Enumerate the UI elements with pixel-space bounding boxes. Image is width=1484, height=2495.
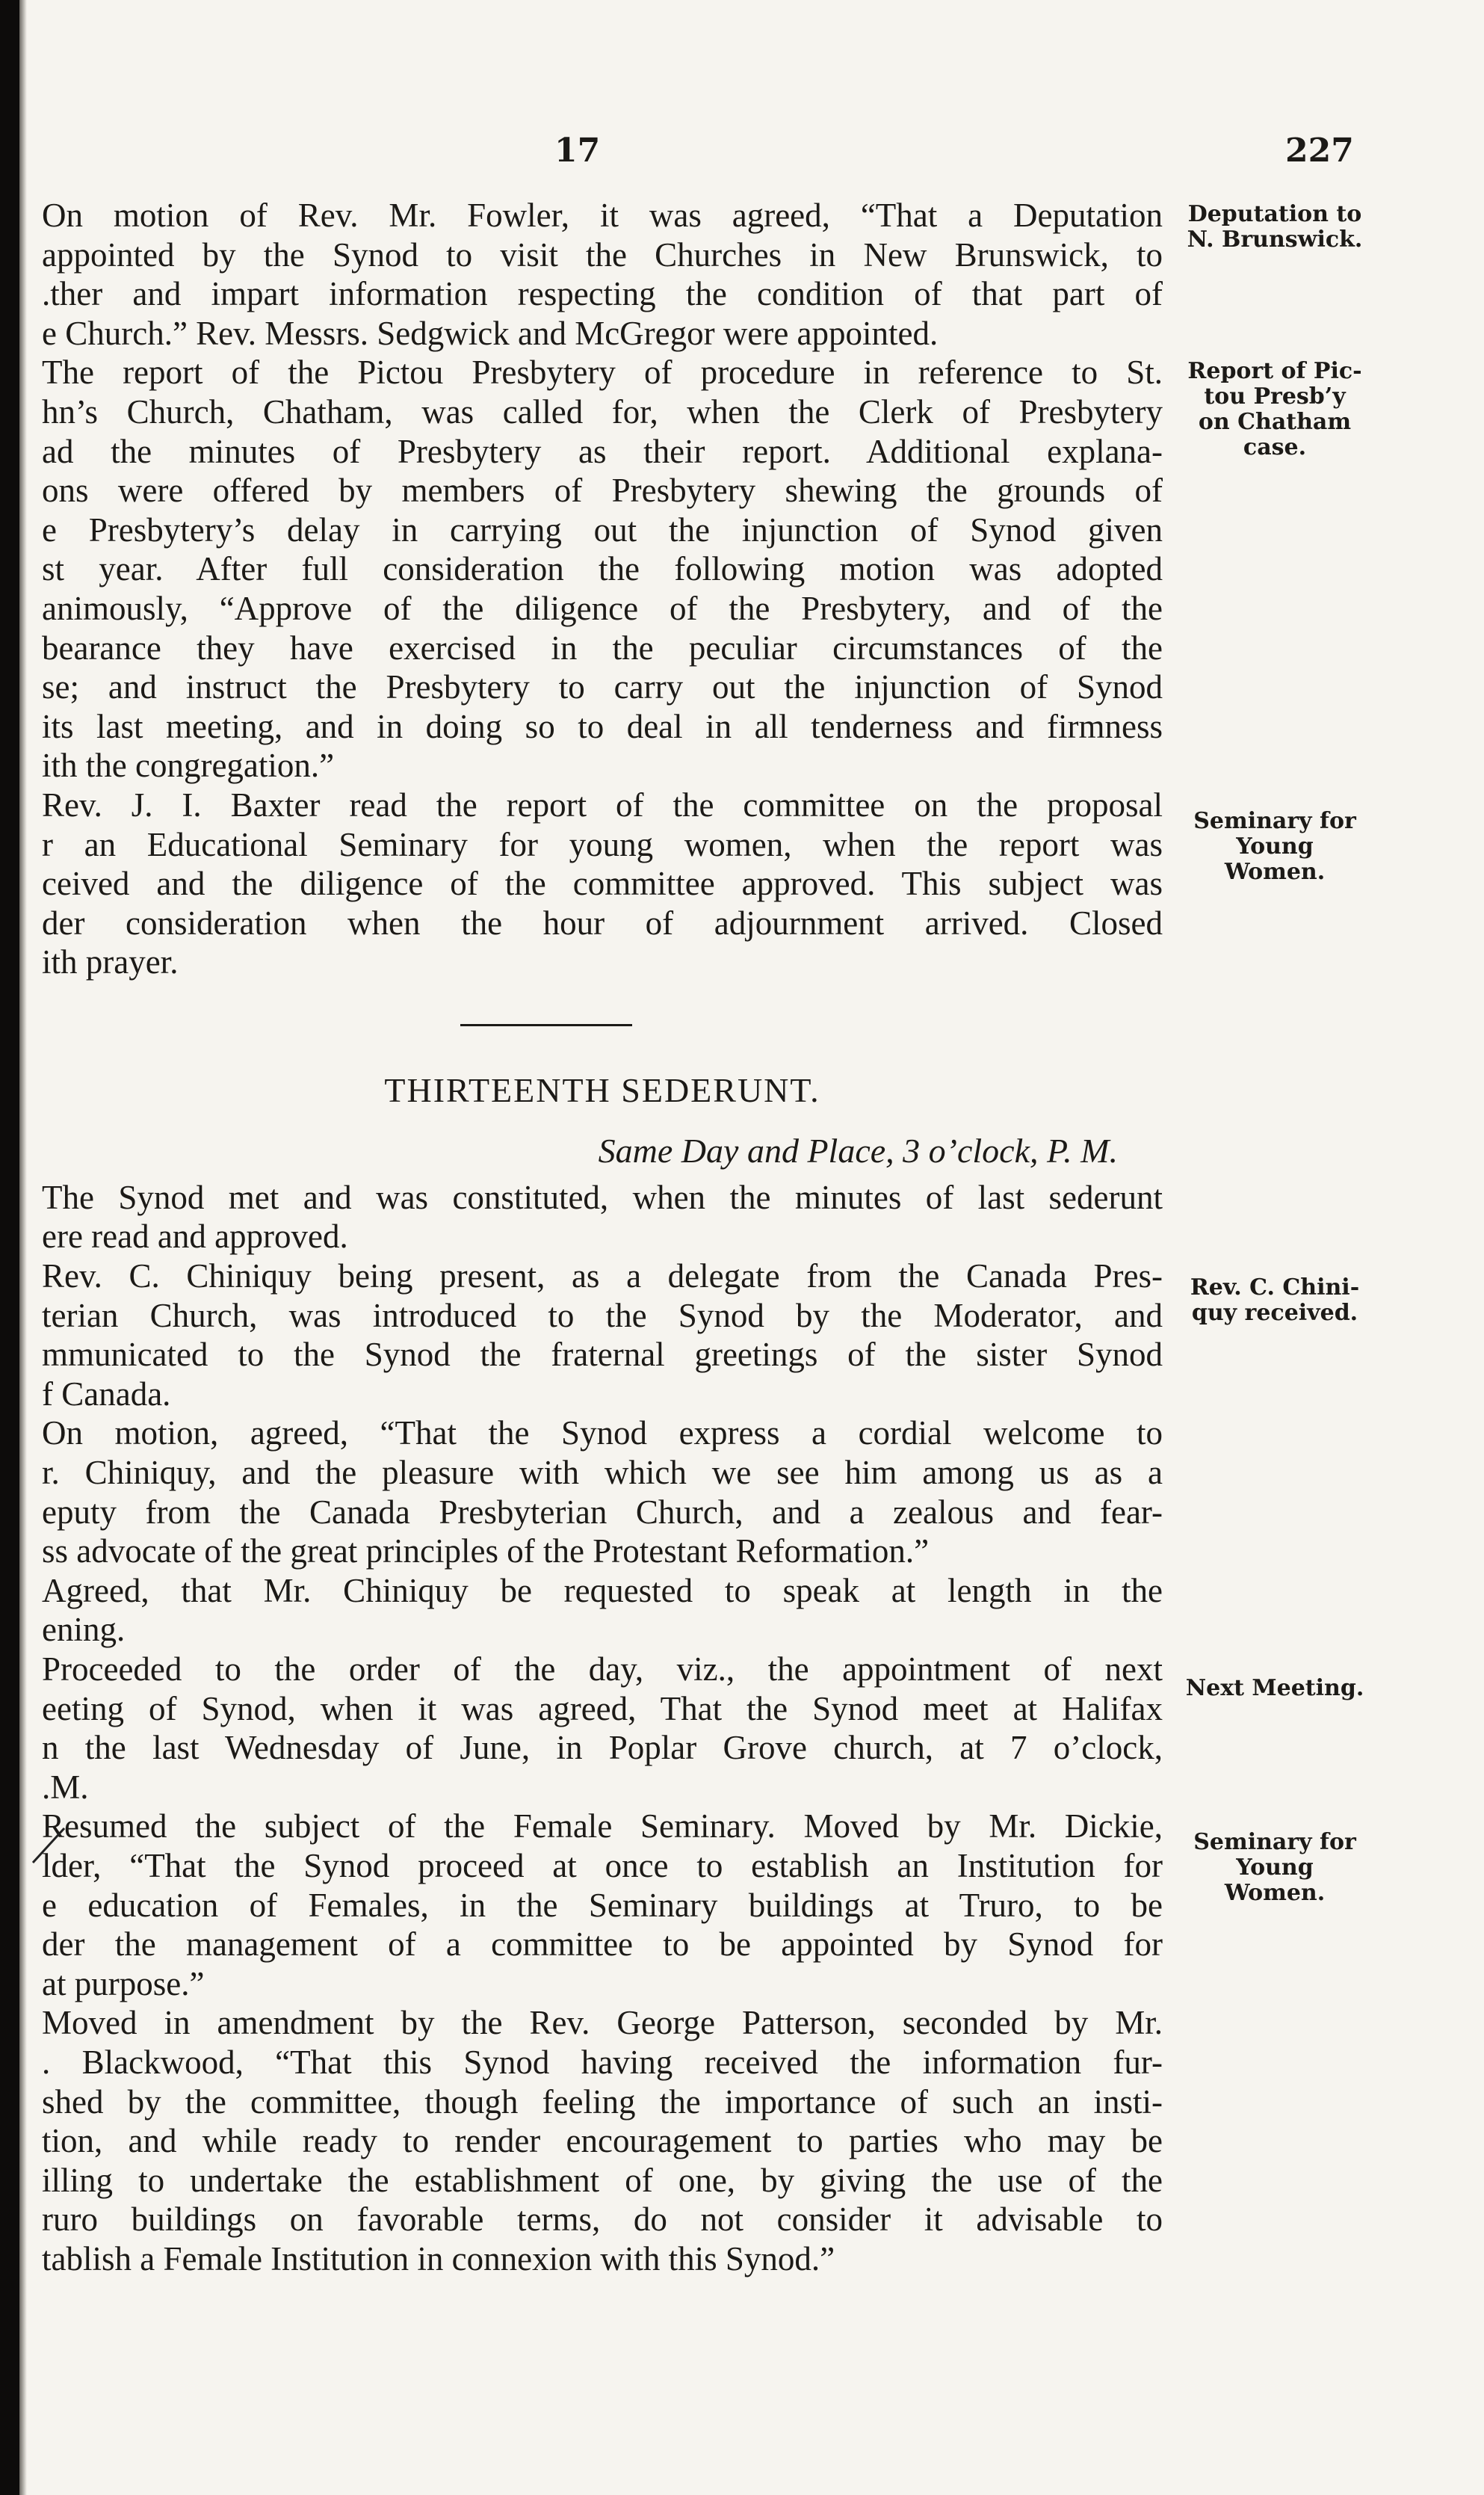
text-line: Agreed, that Mr. Chiniquy be requested to speak at length in the <box>42 1571 1163 1609</box>
paragraph <box>42 353 1163 786</box>
text-line: On motion of Rev. Mr. Fowler, it was agreed, “That a Deputation <box>42 197 1163 234</box>
page-header <box>0 132 1484 176</box>
margin-note-chiniquy: Rev. C. Chini- quy received. <box>1190 1274 1360 1326</box>
text-line: eputy from the Canada Presbyterian Church, and a zealous and fear- <box>42 1493 1163 1531</box>
text-line: Proceeded to the order of the day, viz., the appointment of next <box>42 1650 1163 1688</box>
text-line: der the management of a committee to be appointed by Synod for <box>42 1925 1163 1964</box>
text-line: ith the congregation.” <box>42 747 335 785</box>
text-line: f Canada. <box>42 1375 171 1413</box>
text-line: Resumed the subject of the Female Seminary. Moved by Mr. Dickie, <box>42 1807 1163 1845</box>
text-line: ening. <box>42 1611 126 1649</box>
text-line: .M. <box>42 1768 89 1806</box>
text-line: st year. After full consideration the following motion was adopted <box>42 550 1163 588</box>
text-line: On motion, agreed, “That the Synod express a cordial welcome to <box>42 1414 1163 1452</box>
text-line: Rev. C. Chiniquy being present, as a delegate from the Canada Pres- <box>42 1257 1163 1295</box>
text-line: shed by the committee, though feeling the importance of such an insti- <box>42 2082 1163 2121</box>
text-line: terian Church, was introduced to the Synod by the Moderator, and <box>42 1296 1163 1334</box>
text-line: e Presbytery’s delay in carrying out the injunction of Synod given <box>42 511 1163 549</box>
text-line: ceived and the diligence of the committee approved. This subject was <box>42 865 1163 903</box>
text-line: e Church.” Rev. Messrs. Sedgwick and McGregor were appointed. <box>42 314 939 352</box>
margin-note-seminary-2: Seminary for Young Women. <box>1193 1829 1356 1906</box>
text-line: at purpose.” <box>42 1964 205 2002</box>
text-line: hn’s Church, Chatham, was called for, when the Clerk of Presbytery <box>42 392 1163 431</box>
text-line: lder, “That the Synod proceed at once to establish an Institution for <box>42 1846 1163 1884</box>
page-body <box>42 196 1163 2279</box>
section-heading: THIRTEENTH SEDERUNT. <box>384 1070 820 1109</box>
section-subheading: Same Day and Place, 3 o’clock, P. M. <box>598 1131 1118 1170</box>
text-line: ss advocate of the great principles of the Protestant Reformation.” <box>42 1532 930 1570</box>
paragraph <box>42 1178 1163 1256</box>
text-line: animously, “Approve of the diligence of the Presbytery, and of the <box>42 589 1163 627</box>
section-divider <box>42 982 1163 1057</box>
margin-note-next-meeting: Next Meeting. <box>1185 1675 1364 1701</box>
paragraph <box>42 786 1163 982</box>
page-number-right: 227 <box>1285 132 1354 170</box>
paragraph <box>42 1256 1163 1413</box>
text-line: The report of the Pictou Presbytery of procedure in reference to St. <box>42 354 1163 392</box>
text-line: tion, and while ready to render encouragement to parties who may be <box>42 2122 1163 2160</box>
text-line: mmunicated to the Synod the fraternal greetings of the sister Synod <box>42 1336 1163 1374</box>
margin-note-deputation: Deputation to N. Brunswick. <box>1187 201 1363 253</box>
book-binding-edge <box>0 0 19 2495</box>
text-line: ere read and approved. <box>42 1218 348 1256</box>
text-line: e education of Females, in the Seminary buildings at Truro, to be <box>42 1886 1163 1924</box>
text-line: eeting of Synod, when it was agreed, That the Synod meet at Halifax <box>42 1689 1163 1727</box>
margin-note-seminary: Seminary for Young Women. <box>1193 808 1356 885</box>
margin-note-pictou-report: Report of Pic- tou Presb’y on Chatham case. <box>1187 358 1362 460</box>
text-line: r. Chiniquy, and the pleasure with which we see him among us as a <box>42 1454 1163 1492</box>
text-line: The Synod met and was constituted, when the minutes of last sederunt <box>42 1178 1163 1216</box>
pencil-stroke-mark <box>30 1824 67 1869</box>
text-line: bearance they have exercised in the peculiar circumstances of the <box>42 629 1163 667</box>
paragraph <box>42 2003 1163 2278</box>
text-line: ons were offered by members of Presbytery shewing the grounds of <box>42 472 1163 510</box>
text-line: Moved in amendment by the Rev. George Patterson, seconded by Mr. <box>42 2004 1163 2042</box>
paragraph <box>42 1571 1163 1650</box>
text-line: . Blackwood, “That this Synod having received the information fur- <box>42 2043 1163 2081</box>
text-line: ad the minutes of Presbytery as their report. Additional explana- <box>42 432 1163 470</box>
binding-shadow <box>19 0 27 2495</box>
paragraph <box>42 1807 1163 2003</box>
text-line: ith prayer. <box>42 943 179 981</box>
text-line: tablish a Female Institution in connexion with this Synod.” <box>42 2239 835 2277</box>
paragraph <box>42 1650 1163 1807</box>
text-line: n the last Wednesday of June, in Poplar Grove church, at 7 o’clock, <box>42 1729 1163 1767</box>
text-line: illing to undertake the establishment of one, by giving the use of the <box>42 2161 1163 2199</box>
paragraph <box>42 196 1163 353</box>
text-line: der consideration when the hour of adjournment arrived. Closed <box>42 904 1163 942</box>
text-line: its last meeting, and in doing so to deal in all tenderness and firmness <box>42 707 1163 745</box>
text-line: se; and instruct the Presbytery to carry out the injunction of Synod <box>42 668 1163 706</box>
paragraph <box>42 1413 1163 1570</box>
text-line: .ther and impart information respecting the condition of that part of <box>42 275 1163 313</box>
text-line: appointed by the Synod to visit the Churches in New Brunswick, to <box>42 235 1163 274</box>
divider-rule <box>460 1024 632 1026</box>
text-line: r an Educational Seminary for young women, when the report was <box>42 825 1163 863</box>
text-line: Rev. J. I. Baxter read the report of the committee on the proposal <box>42 786 1163 824</box>
page-number-left: 17 <box>554 132 601 170</box>
text-line: ruro buildings on favorable terms, do not consider it advisable to <box>42 2201 1163 2239</box>
